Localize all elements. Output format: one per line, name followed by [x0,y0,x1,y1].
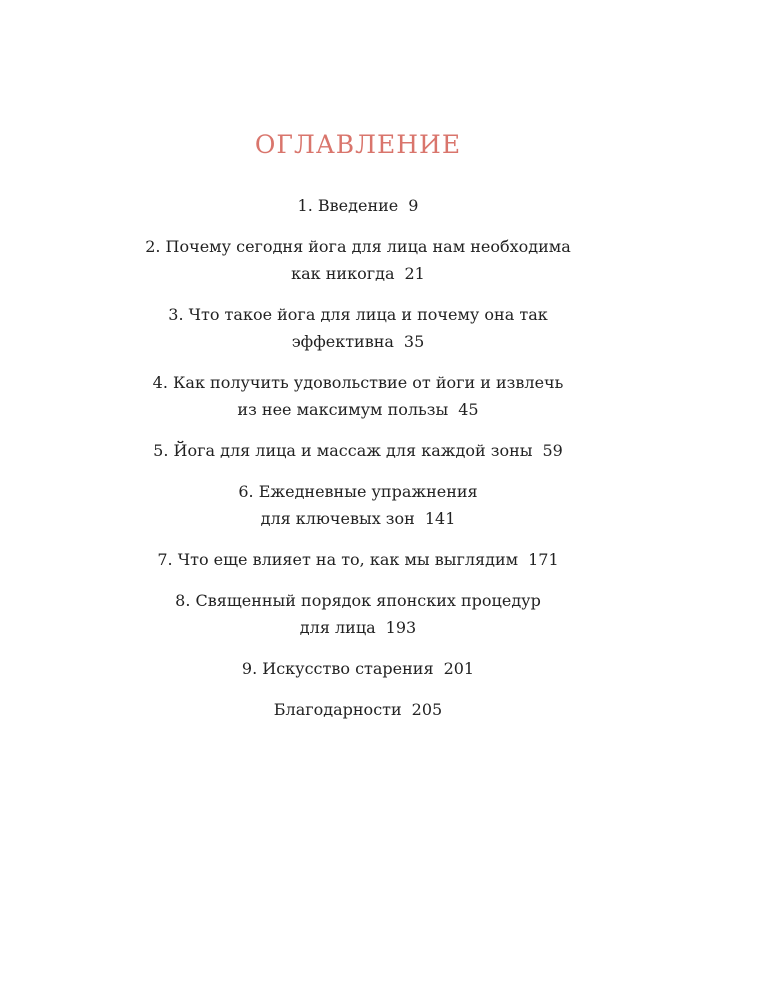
toc-entry [0,696,716,723]
toc-entry-title-continued: эффективна [291,332,394,351]
toc-entry-title-continued: для лица [299,618,376,637]
toc-entry-title: 2. Почему сегодня йога для лица нам необходима [145,237,571,256]
toc-entry [0,478,716,532]
toc-page-number: 59 [542,441,563,460]
table-of-contents [0,192,716,737]
toc-page-number: 201 [443,659,475,678]
toc-entry [0,655,716,682]
toc-page-number: 45 [458,400,479,419]
page-title: ОГЛАВЛЕНИЕ [254,130,462,159]
toc-entry [0,437,716,464]
toc-entry-title-continued: как никогда [291,264,395,283]
toc-entry-title: Благодарности [273,700,402,719]
toc-entry-title: 5. Йога для лица и массаж для каждой зоны [153,441,533,460]
toc-entry-title: 4. Как получить удовольствие от йоги и извлечь [152,373,564,392]
toc-entry-title: 3. Что такое йога для лица и почему она так [168,305,548,324]
toc-entry-title: 9. Искусство старения [241,659,434,678]
toc-page-number: 141 [424,509,456,528]
toc-entry-title: 8. Священный порядок японских процедур [175,591,541,610]
toc-page-number: 193 [385,618,417,637]
toc-entry [0,192,716,219]
toc-entry [0,546,716,573]
toc-entry-title-continued: для ключевых зон [260,509,415,528]
toc-page-number: 35 [403,332,425,351]
toc-entry [0,233,716,287]
toc-entry [0,369,716,423]
toc-entry [0,301,716,355]
toc-entry [0,587,716,641]
toc-entry-title: 7. Что еще влияет на то, как мы выглядим [157,550,519,569]
toc-page-number: 9 [408,196,419,215]
toc-page-number: 171 [528,550,559,569]
toc-entry-title: 6. Ежедневные упражнения [238,482,478,501]
toc-page-number: 21 [404,264,425,283]
toc-page-number: 205 [411,700,443,719]
toc-entry-title: 1. Введение [297,196,399,215]
toc-entry-title-continued: из нее максимум пользы [237,400,449,419]
